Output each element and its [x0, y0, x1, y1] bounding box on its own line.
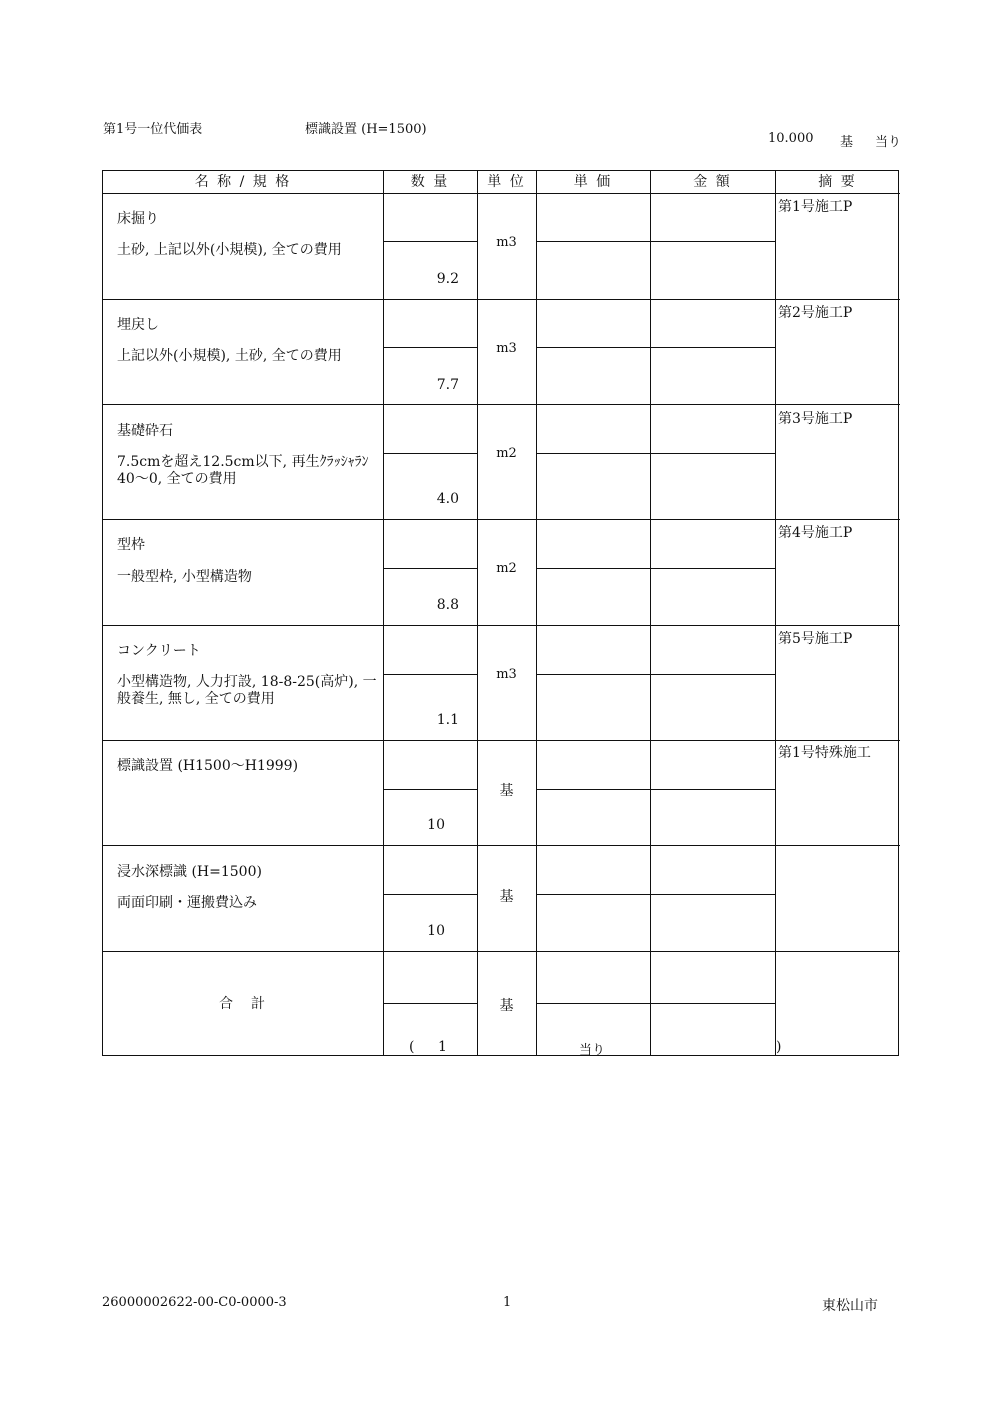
- row-divider: [536, 568, 775, 569]
- row-separator: [103, 625, 900, 626]
- total-per-quantity: 1: [438, 1039, 447, 1055]
- row-3-quantity: 4.0: [436, 491, 459, 507]
- total-open-paren: (: [409, 1039, 415, 1055]
- row-divider: [536, 1003, 775, 1004]
- row-divider: [383, 789, 477, 790]
- col-header-amount: 金 額: [693, 174, 732, 190]
- col-header-unit: 単 位: [487, 174, 526, 190]
- column-divider: [477, 171, 478, 1055]
- row-4-unit: m2: [496, 561, 517, 576]
- row-divider: [536, 894, 775, 895]
- row-5-unit: m3: [496, 667, 517, 682]
- row-divider: [383, 241, 477, 242]
- row-divider: [383, 347, 477, 348]
- row-1-spec: 土砂, 上記以外(小規模), 全ての費用: [117, 242, 342, 258]
- row-2-spec: 上記以外(小規模), 土砂, 全ての費用: [117, 348, 342, 364]
- row-3-remarks: 第3号施工P: [778, 411, 853, 427]
- row-divider: [536, 789, 775, 790]
- unit-price-table: [102, 170, 899, 1056]
- item-name: 標識設置 (H=1500): [305, 122, 427, 137]
- row-divider: [383, 894, 477, 895]
- total-close-paren: ): [776, 1039, 782, 1055]
- row-7-unit: 基: [499, 889, 514, 905]
- row-separator: [103, 845, 900, 846]
- total-unit: 基: [499, 998, 514, 1014]
- row-4-name: 型枠: [117, 537, 145, 553]
- column-divider: [536, 171, 537, 1055]
- row-6-name: 標識設置 (H1500～H1999): [117, 758, 299, 774]
- column-divider: [775, 171, 776, 1055]
- row-4-quantity: 8.8: [436, 597, 459, 613]
- row-2-quantity: 7.7: [436, 377, 459, 393]
- col-header-name: 名 称 / 規 格: [194, 174, 292, 190]
- row-1-quantity: 9.2: [436, 271, 459, 287]
- row-separator: [103, 519, 900, 520]
- col-header-quantity: 数 量: [410, 174, 450, 190]
- row-5-remarks: 第5号施工P: [778, 631, 853, 647]
- row-separator: [103, 299, 900, 300]
- row-2-unit: m3: [496, 341, 517, 356]
- row-1-unit: m3: [496, 235, 517, 250]
- row-5-name: コンクリート: [117, 643, 201, 659]
- header-quantity: 10.000: [768, 131, 814, 146]
- row-7-quantity: 10: [427, 923, 445, 939]
- row-1-name: 床掘り: [117, 211, 159, 227]
- header-per: 当り: [875, 135, 902, 150]
- row-divider: [536, 674, 775, 675]
- document-code: 26000002622-00-C0-0000-3: [102, 1295, 287, 1310]
- city-name: 東松山市: [822, 1298, 878, 1314]
- row-4-remarks: 第4号施工P: [778, 525, 853, 541]
- row-6-unit: 基: [499, 783, 514, 799]
- row-divider: [383, 1003, 477, 1004]
- row-5-quantity: 1.1: [436, 712, 459, 728]
- col-header-remarks: 摘 要: [818, 174, 857, 190]
- document-title: 第1号一位代価表: [103, 122, 203, 137]
- row-4-spec: 一般型枠, 小型構造物: [117, 569, 252, 585]
- page-number: 1: [503, 1295, 512, 1310]
- row-7-spec: 両面印刷・運搬費込み: [117, 895, 257, 911]
- header-divider: [103, 193, 900, 194]
- row-7-name: 浸水深標識 (H=1500): [117, 864, 262, 880]
- column-divider: [650, 171, 651, 1055]
- row-separator: [103, 951, 900, 952]
- row-6-remarks: 第1号特殊施工: [778, 745, 871, 761]
- row-separator: [103, 740, 900, 741]
- row-divider: [536, 453, 775, 454]
- row-3-unit: m2: [496, 446, 517, 461]
- row-divider: [383, 674, 477, 675]
- row-2-remarks: 第2号施工P: [778, 305, 853, 321]
- row-divider: [536, 241, 775, 242]
- row-divider: [383, 453, 477, 454]
- row-3-name: 基礎砕石: [117, 423, 173, 439]
- row-divider: [383, 568, 477, 569]
- row-1-remarks: 第1号施工P: [778, 199, 853, 215]
- row-separator: [103, 404, 900, 405]
- row-5-spec: 小型構造物, 人力打設, 18-8-25(高炉), 一般養生, 無し, 全ての費用: [117, 674, 377, 707]
- row-2-name: 埋戻し: [117, 317, 159, 333]
- col-header-unit-price: 単 価: [573, 174, 613, 190]
- total-label: 合 計: [219, 996, 267, 1012]
- row-6-quantity: 10: [427, 817, 445, 833]
- total-per-label: 当り: [579, 1043, 606, 1058]
- row-3-spec: 7.5cmを超え12.5cm以下, 再生ｸﾗｯｼｬﾗﾝ 40～0, 全ての費用: [117, 454, 369, 487]
- row-divider: [536, 347, 775, 348]
- header-unit: 基: [840, 135, 854, 150]
